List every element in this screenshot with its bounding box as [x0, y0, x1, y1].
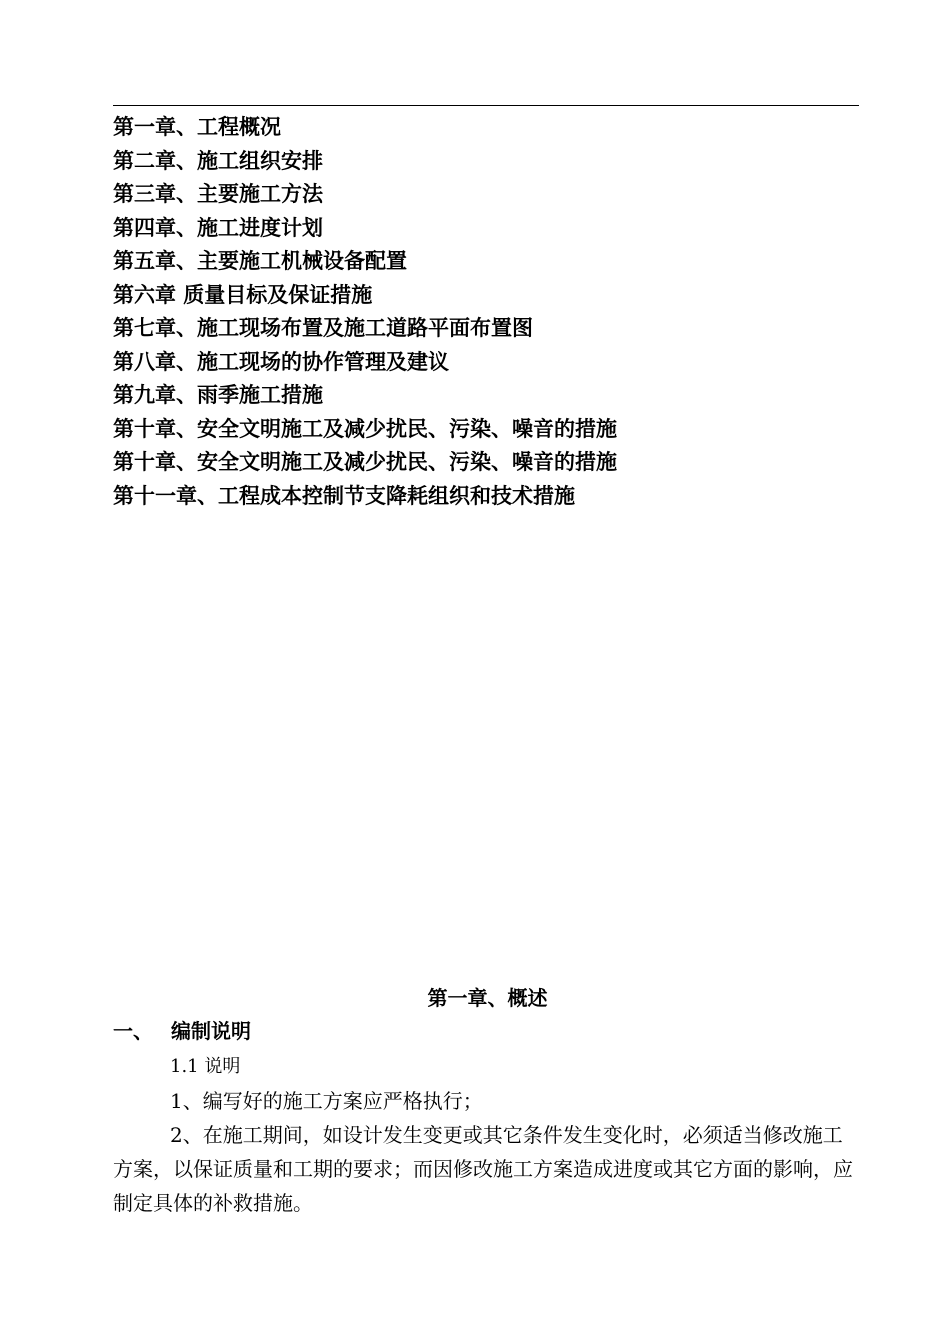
toc-item: 第二章、施工组织安排 [113, 147, 323, 173]
section-body [113, 1050, 858, 1220]
toc-item: 第六章 质量目标及保证措施 [113, 281, 373, 307]
body-paragraph: 2、在施工期间，如设计发生变更或其它条件发生变化时，必须适当修改施工方案，以保证质量和工期的要求；而因修改施工方案造成进度或其它方面的影响，应制定具体的补救措施。 [113, 1123, 853, 1215]
section-heading [113, 1014, 251, 1048]
toc-item: 第一章、工程概况 [113, 114, 281, 139]
toc-item: 第四章、施工进度计划 [113, 214, 323, 240]
section-title: 编制说明 [171, 1019, 251, 1043]
toc-item: 第七章、施工现场布置及施工道路平面布置图 [113, 315, 533, 340]
toc-item: 第三章、主要施工方法 [113, 181, 323, 206]
toc-item: 第十章、安全文明施工及减少扰民、污染、噪音的措施 [113, 449, 617, 474]
header-rule [113, 105, 859, 106]
section-number: 一、 [113, 1019, 153, 1043]
chapter-title: 第一章、概述 [427, 986, 548, 1010]
table-of-contents [113, 110, 853, 512]
toc-item: 第十一章、工程成本控制节支降耗组织和技术措施 [113, 482, 575, 508]
body-paragraph: 1、编写好的施工方案应严格执行； [170, 1089, 483, 1113]
subsection-heading: 1.1 说明 [170, 1056, 241, 1077]
toc-item: 第九章、雨季施工措施 [113, 382, 323, 407]
toc-item: 第八章、施工现场的协作管理及建议 [113, 348, 449, 374]
toc-item: 第十章、安全文明施工及减少扰民、污染、噪音的措施 [113, 415, 617, 441]
toc-item: 第五章、主要施工机械设备配置 [113, 248, 407, 273]
